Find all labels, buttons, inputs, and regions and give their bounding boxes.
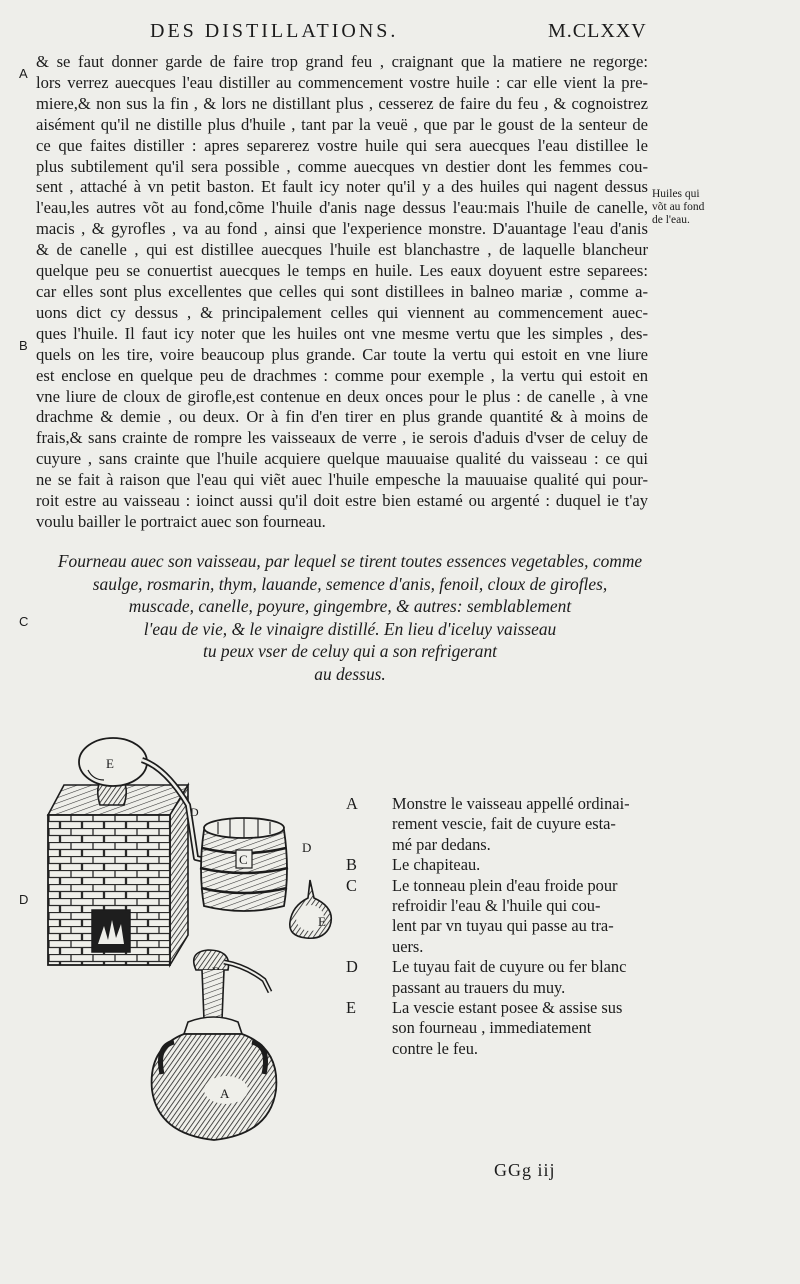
- legend-key: B: [346, 855, 357, 875]
- text-line: l'eau,les autres võt au fond,cõme l'huile d'anis nage dessus l'eau:mais l'huile de canelle,: [36, 198, 648, 218]
- legend-line: contre le feu.: [392, 1038, 479, 1058]
- legend-text: [392, 876, 618, 958]
- text-line: voulu bailler le portraict auec son fourneau.: [36, 511, 326, 531]
- figure-caption: [40, 550, 660, 685]
- text-line: aisément qu'il ne distille plus d'huile , tant par la veuë , que par le goust de la senteur de: [36, 114, 648, 134]
- legend-text: [392, 855, 480, 875]
- text-line: vne liure de cloux de girofle,est contenue en deux onces pour le plus : de canelle , à vne: [36, 386, 648, 406]
- text-line: macis , & gyrofles , va au fond , ainsi que l'experience monstre. D'auantage l'eau d'anis: [36, 219, 648, 239]
- text-line: miere,& non sus la fin , & lors ne distillant plus , cesserez de faire du feu , & cognoistrez: [36, 93, 648, 113]
- legend-text: [392, 794, 630, 855]
- legend-line: uers.: [392, 936, 424, 956]
- legend-line: passant au trauers du muy.: [392, 977, 566, 997]
- legend-text: [392, 957, 626, 998]
- furnace: [48, 785, 188, 965]
- legend-line: Le tonneau plein d'eau froide pour: [392, 875, 618, 895]
- text-line: uons dict cy dessus , & principalement celles qui viennent au commencement auec-: [36, 302, 648, 322]
- legend-item: [346, 855, 666, 875]
- body-text: [36, 52, 648, 533]
- text-line: & de canelle , qui est distillee auecques l'huile est blanchastre , de laquelle blancheur: [36, 240, 648, 260]
- caption-line: muscade, canelle, poyure, gingembre, & autres: semblablement: [128, 596, 572, 616]
- text-line: drachme & demie , ou deux. Or à fin d'en tirer en plus grande quantité & à moins de: [36, 407, 648, 427]
- label-e-top: E: [106, 756, 114, 771]
- legend-key: D: [346, 957, 358, 977]
- legend-line: mé par dedans.: [392, 834, 491, 854]
- label-d-right: D: [302, 840, 312, 855]
- text-line: car elles sont plus excellentes que celles qui sont distillees in balneo mariæ , comme a-: [36, 281, 648, 301]
- text-line: roit estre au vaisseau : ioinct aussi qu'il doit estre bien estamé ou argenté : duquel ie t'ay: [36, 491, 648, 511]
- margin-letter-b: B: [19, 338, 28, 353]
- legend-line: refroidir l'eau & l'huile qui cou-: [392, 896, 601, 916]
- marginal-note-line: võt au fond: [652, 201, 705, 213]
- legend-key: E: [346, 998, 357, 1018]
- legend-item: [346, 876, 666, 958]
- caption-line: Fourneau auec son vaisseau, par lequel se tirent toutes essences vegetables, comme: [57, 551, 643, 571]
- legend-line: Le chapiteau.: [392, 855, 481, 875]
- text-line: est enclose en quelque peu de drachmes : comme pour exemple , la vertu qui estoit en: [36, 365, 648, 385]
- text-line: frais,& sans crainte de rompre les vaisseaux de verre , ie serois d'aduis d'vser de celuy de: [36, 428, 648, 448]
- legend-line: Le tuyau fait de cuyure ou fer blanc: [392, 957, 627, 977]
- marginal-note-line: de l'eau.: [652, 214, 690, 226]
- water-barrel-c: [200, 818, 311, 911]
- marginal-note: [652, 188, 742, 227]
- legend-line: lent par vn tuyau qui passe au tra-: [392, 916, 614, 936]
- caption-line: au dessus.: [314, 663, 386, 684]
- legend-key: A: [346, 794, 358, 813]
- text-line: & se faut donner garde de faire trop grand feu , craignant que la matiere ne regorge:: [36, 52, 648, 71]
- legend-item: [346, 794, 666, 855]
- running-title: DES DISTILLATIONS.: [150, 20, 399, 42]
- margin-letter-d: D: [19, 892, 29, 907]
- legend-line: son fourneau , immediatement: [392, 1018, 592, 1038]
- text-line: lors verrez auecques l'eau distiller au commencement vostre huile : car elle vient la pre-: [36, 72, 648, 92]
- text-line: sent , attaché à vn petit baston. Et fault icy noter qu'il y a des huiles qui nagent dessus: [36, 177, 648, 197]
- legend-key: C: [346, 875, 357, 895]
- receiving-flask-e: [290, 880, 331, 938]
- label-c-barrel: C: [239, 852, 248, 867]
- caption-line: tu peux vser de celuy qui a son refrigerant: [203, 641, 497, 661]
- distillation-woodcut: [38, 730, 348, 1150]
- legend-line: Monstre le vaisseau appellé ordinai-: [392, 794, 630, 813]
- figure-legend: [346, 794, 666, 1059]
- copper-vessel-a: [152, 950, 277, 1140]
- folio-number: M.CLXXV: [548, 20, 647, 42]
- margin-letter-a: A: [19, 66, 28, 81]
- marginal-note-line: Huiles qui: [652, 188, 700, 200]
- text-line: cuyure , sans crainte que l'huile acquiere quelque mauuaise qualité du vaisseau : ce qui: [36, 449, 648, 469]
- legend-line: rement vescie, fait de cuyure esta-: [392, 814, 616, 834]
- text-line: quels on les tire, voire beaucoup plus grande. Car toute la vertu qui estoit en vne liure: [36, 344, 648, 364]
- caption-line: saulge, rosmarin, thym, lauande, semence d'anis, fenoil, cloux de girofles,: [92, 573, 608, 594]
- legend-text: [392, 998, 622, 1059]
- label-e-flask: E: [318, 914, 326, 929]
- text-line: ques l'huile. Il faut icy noter que les huiles ont vne mesme vertu que les simples , des-: [36, 323, 648, 343]
- signature-mark: GGg iij: [494, 1160, 556, 1180]
- text-line: quelque peu se conuertist auecques le temps en huile. Les eaux doyuent estre separees:: [36, 261, 648, 281]
- text-line: ce que faites distiller : apres separerez vostre huile qui sera auecques l'eau distillee le: [36, 135, 648, 155]
- label-a-vessel: A: [220, 1086, 230, 1101]
- margin-letter-c: C: [19, 614, 29, 629]
- legend-item: [346, 957, 666, 998]
- text-line: ne se fait à raison que l'eau qui viẽt auec l'huile empesche la mauuaise qualité qui pour-: [36, 470, 648, 490]
- legend-item: [346, 998, 666, 1059]
- label-d-tube: D: [190, 805, 199, 819]
- caption-line: l'eau de vie, & le vinaigre distillé. En lieu d'iceluy vaisseau: [143, 618, 557, 639]
- text-line: plus subtilement qu'il sera possible , comme auecques vn destier dont les femmes cou-: [36, 156, 648, 176]
- legend-line: La vescie estant posee & assise sus: [392, 998, 623, 1018]
